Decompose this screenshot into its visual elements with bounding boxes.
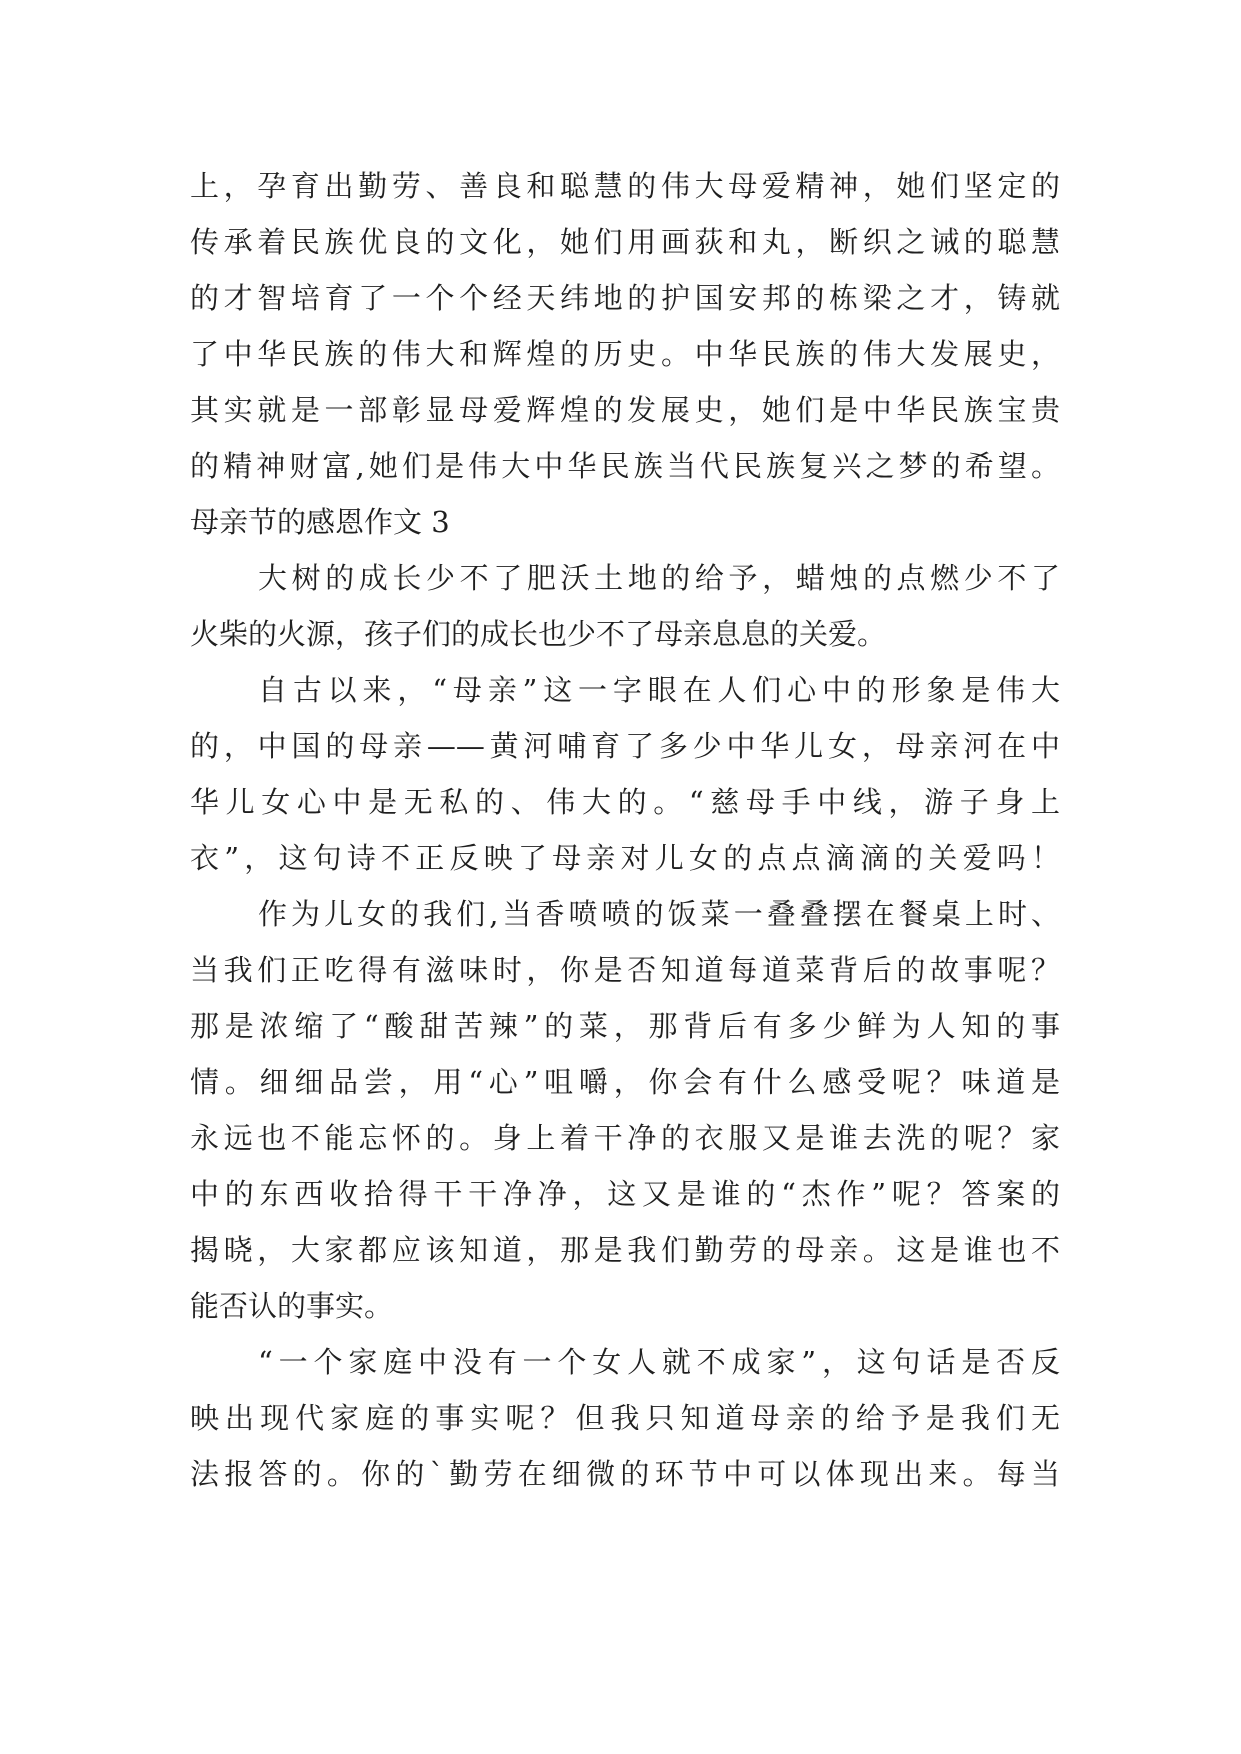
body-line: 的精神财富,她们是伟大中华民族当代民族复兴之梦的希望。	[190, 449, 1060, 483]
body-line: “一个家庭中没有一个女人就不成家”，这句话是否反	[258, 1345, 1060, 1379]
body-line: 自古以来，“母亲”这一字眼在人们心中的形象是伟大	[258, 673, 1060, 707]
body-line: 作为儿女的我们,当香喷喷的饭菜一叠叠摆在餐桌上时、	[258, 897, 1060, 931]
body-line: 法报答的。你的`勤劳在细微的环节中可以体现出来。每当	[190, 1457, 1060, 1491]
body-line: 其实就是一部彰显母爱辉煌的发展史，她们是中华民族宝贵	[190, 393, 1060, 427]
body-line: 华儿女心中是无私的、伟大的。“慈母手中线，游子身上	[190, 785, 1060, 819]
body-line: 情。细细品尝，用“心”咀嚼，你会有什么感受呢？味道是	[190, 1065, 1060, 1099]
body-line: 那是浓缩了“酸甜苦辣”的菜，那背后有多少鲜为人知的事	[190, 1009, 1060, 1043]
section-heading: 母亲节的感恩作文 3	[190, 505, 450, 539]
body-line: 当我们正吃得有滋味时，你是否知道每道菜背后的故事呢？	[190, 953, 1060, 987]
body-line: 上，孕育出勤劳、善良和聪慧的伟大母爱精神，她们坚定的	[190, 169, 1060, 203]
body-line: 永远也不能忘怀的。身上着干净的衣服又是谁去洗的呢？家	[190, 1121, 1060, 1155]
body-line: 中的东西收拾得干干净净，这又是谁的“杰作”呢？答案的	[190, 1177, 1060, 1211]
body-line: 能否认的事实。	[190, 1289, 394, 1323]
body-line: 的才智培育了一个个经天纬地的护国安邦的栋梁之才，铸就	[190, 281, 1060, 315]
body-line: 了中华民族的伟大和辉煌的历史。中华民族的伟大发展史，	[190, 337, 1060, 371]
body-line: 大树的成长少不了肥沃土地的给予，蜡烛的点燃少不了	[258, 561, 1060, 595]
body-line: 传承着民族优良的文化，她们用画荻和丸，断织之诫的聪慧	[190, 225, 1060, 259]
body-line: 火柴的火源，孩子们的成长也少不了母亲息息的关爱。	[190, 617, 887, 651]
body-line: 的，中国的母亲——黄河哺育了多少中华儿女，母亲河在中	[190, 729, 1060, 763]
body-line: 衣”，这句诗不正反映了母亲对儿女的点点滴滴的关爱吗！	[190, 841, 1060, 875]
document-body	[190, 158, 1060, 1502]
body-line: 揭晓，大家都应该知道，那是我们勤劳的母亲。这是谁也不	[190, 1233, 1060, 1267]
body-line: 映出现代家庭的事实呢？但我只知道母亲的给予是我们无	[190, 1401, 1060, 1435]
